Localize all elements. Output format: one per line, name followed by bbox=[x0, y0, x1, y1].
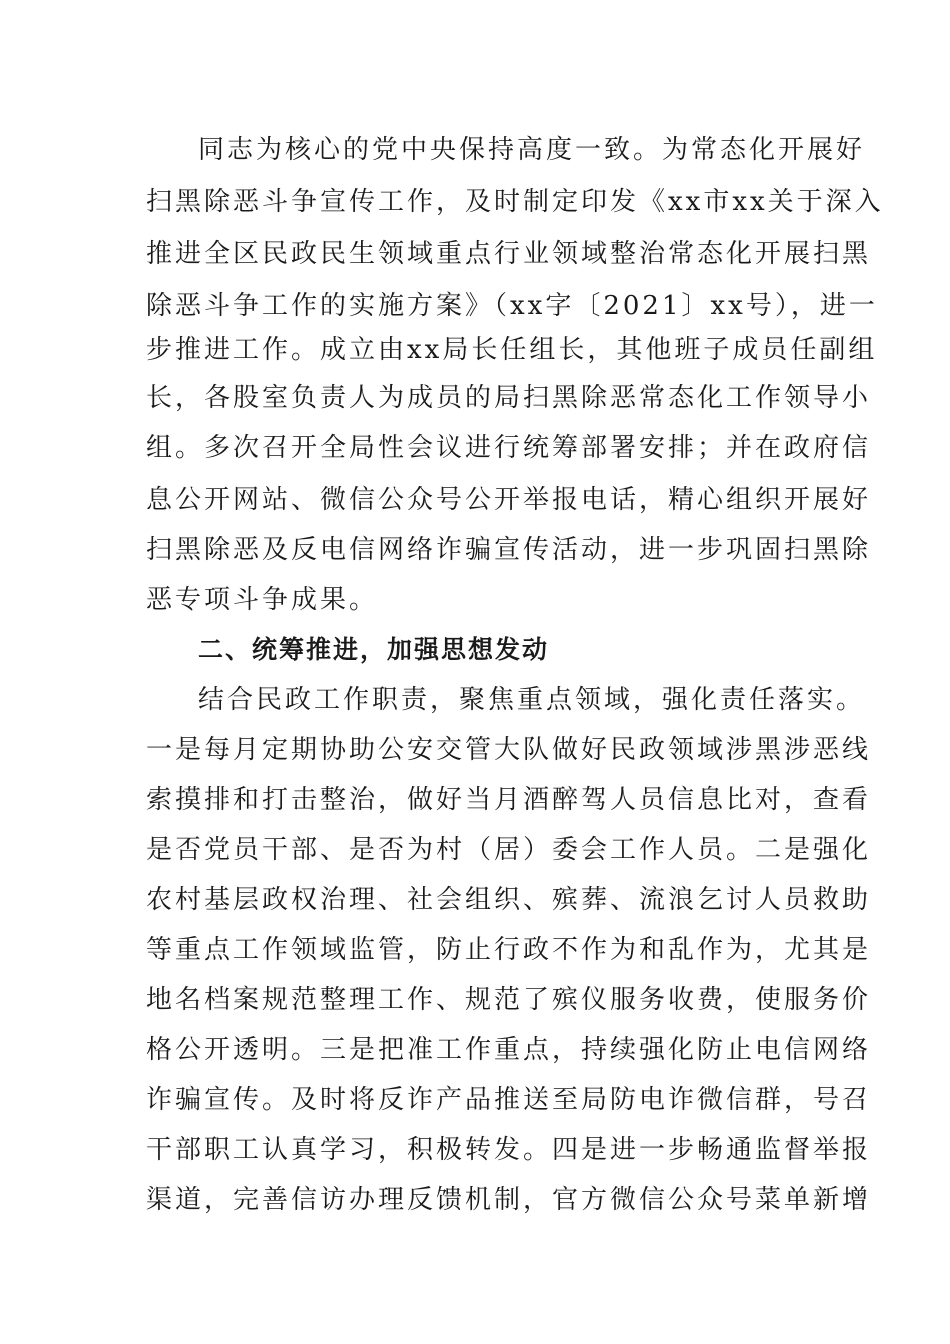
paragraph-1-line-8: 息公开网站、微信公众号公开举报电话，精心组织开展好 bbox=[146, 485, 872, 515]
paragraph-2-line-8: 格公开透明。三是把准工作重点，持续强化防止电信网络 bbox=[146, 1035, 872, 1065]
paragraph-1-line-3: 推进全区民政民生领域重点行业领域整治常态化开展扫黑 bbox=[146, 239, 872, 269]
paragraph-1-line-1: 同志为核心的党中央保持高度一致。为常态化开展好 bbox=[198, 135, 866, 165]
paragraph-1-line-2: 扫黑除恶斗争宣传工作，及时制定印发《xx市xx关于深入 bbox=[146, 187, 884, 217]
paragraph-2-line-9: 诈骗宣传。及时将反诈产品推送至局防电诈微信群，号召 bbox=[146, 1085, 872, 1115]
paragraph-2-line-5: 农村基层政权治理、社会组织、殡葬、流浪乞讨人员救助 bbox=[146, 885, 872, 915]
paragraph-1-line-10: 恶专项斗争成果。 bbox=[146, 585, 379, 615]
paragraph-1-line-6: 长，各股室负责人为成员的局扫黑除恶常态化工作领导小 bbox=[146, 383, 872, 413]
paragraph-1-line-7: 组。多次召开全局性会议进行统筹部署安排；并在政府信 bbox=[146, 433, 872, 463]
paragraph-2-line-7: 地名档案规范整理工作、规范了殡仪服务收费，使服务价 bbox=[146, 985, 872, 1015]
paragraph-2-line-11: 渠道，完善信访办理反馈机制，官方微信公众号菜单新增 bbox=[146, 1185, 872, 1215]
paragraph-2-line-2: 一是每月定期协助公安交管大队做好民政领域涉黑涉恶线 bbox=[146, 735, 872, 765]
paragraph-2-line-1: 结合民政工作职责，聚焦重点领域，强化责任落实。 bbox=[198, 685, 866, 715]
paragraph-1-line-5: 步推进工作。成立由xx局长任组长，其他班子成员任副组 bbox=[146, 335, 878, 365]
paragraph-1-line-4: 除恶斗争工作的实施方案》（xx字〔2021〕xx号），进一 bbox=[146, 291, 878, 321]
paragraph-1-line-9: 扫黑除恶及反电信网络诈骗宣传活动，进一步巩固扫黑除 bbox=[146, 535, 872, 565]
paragraph-2-line-4: 是否党员干部、是否为村（居）委会工作人员。二是强化 bbox=[146, 835, 872, 865]
paragraph-2-line-6: 等重点工作领域监管，防止行政不作为和乱作为，尤其是 bbox=[146, 935, 872, 965]
paragraph-2-line-10: 干部职工认真学习，积极转发。四是进一步畅通监督举报 bbox=[146, 1135, 872, 1165]
section-heading-2: 二、统筹推进，加强思想发动 bbox=[198, 635, 550, 664]
paragraph-2-line-3: 索摸排和打击整治，做好当月酒醉驾人员信息比对，查看 bbox=[146, 785, 872, 815]
